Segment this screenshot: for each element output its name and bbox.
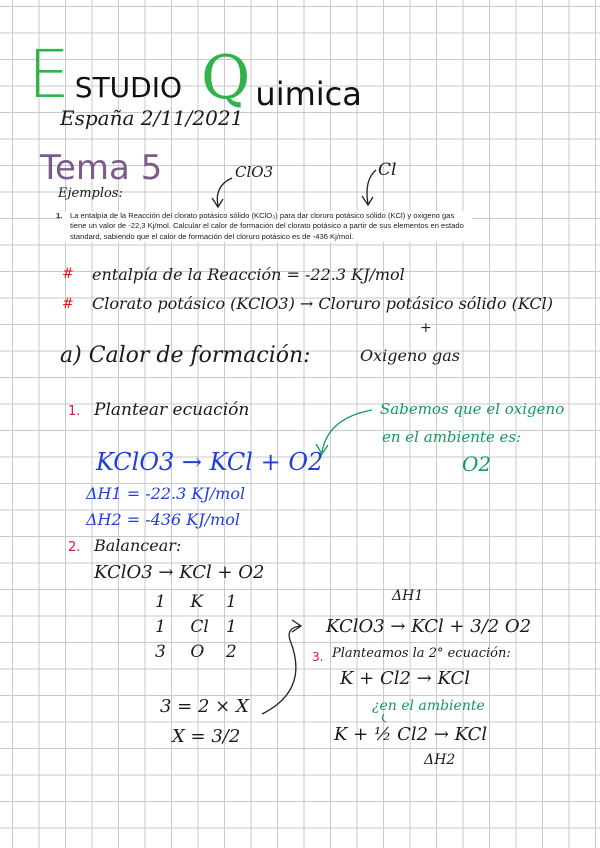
hash-bullet-1: #: [62, 266, 74, 282]
title-word-studio: STUDIO: [74, 71, 183, 104]
balance-equation: KClO3 → KCl + O2: [94, 562, 265, 583]
equation-2a: K + Cl2 → KCl: [340, 668, 470, 689]
note-enthalpy: entalpía de la Reacción = -22.3 KJ/mol: [92, 265, 405, 284]
solve-line-1: 3 = 2 × X: [160, 696, 249, 717]
balance-cell: Cl: [190, 617, 209, 637]
step2-label: Balancear:: [94, 536, 182, 555]
note-reaction: Clorato potásico (KClO3) → Cloruro potásico sólido (KCl): [92, 294, 553, 313]
title-initial-e: E: [28, 36, 70, 113]
dh1-label: ΔH1: [392, 588, 424, 604]
step2-number: 2.: [68, 540, 81, 555]
delta-h2: ΔH2 = -436 KJ/mol: [86, 510, 240, 529]
balance-cell: 1: [225, 592, 237, 612]
examples-label: Ejemplos:: [58, 186, 123, 201]
note-plus: +: [420, 320, 432, 336]
arrow-solve-to-balanced: [262, 626, 300, 714]
problem-text: La entalpía de la Reacción del clorato potásico sólido (KClO₃) para dar cloruro potásico sólido (KCl) y oxigeno gas tiene un valor de -22,3 Kj/mol. Calcular el calor de formación del clorato potásico a partir de sus elementos en estado standard, sabiendo que el calor de formación del cloruro potásico es de -436 Kj/mol.: [70, 211, 464, 241]
balance-cell: 2: [225, 642, 237, 662]
hash-bullet-2: #: [62, 296, 74, 312]
arrow-green-to-o2: [322, 410, 372, 452]
note-oxygen: Oxigeno gas: [360, 346, 460, 365]
balance-cell: K: [190, 592, 204, 612]
title-word-uimica: uimica: [255, 75, 362, 113]
delta-h1: ΔH1 = -22.3 KJ/mol: [86, 484, 246, 503]
equation-1: KClO3 → KCl + O2: [96, 448, 324, 476]
step1-label: Plantear ecuación: [94, 400, 250, 420]
step3-number: 3.: [312, 650, 324, 664]
balance-cell: 1: [155, 617, 166, 637]
balanced-equation: KClO3 → KCl + 3/2 O2: [326, 616, 532, 637]
step1-number: 1.: [68, 404, 81, 419]
green-note-line3: O2: [462, 452, 492, 476]
arrow-clo3: [217, 178, 232, 206]
balance-cell: 3: [155, 642, 166, 662]
topic-heading: Tema 5: [40, 148, 163, 188]
problem-number: 1.: [56, 211, 63, 220]
note-cl: Cl: [378, 160, 397, 180]
solve-line-2: X = 3/2: [172, 726, 241, 747]
arrow-under-ambient: [382, 714, 386, 722]
note-clo3: ClO3: [235, 163, 274, 181]
equation-2b: K + ½ Cl2 → KCl: [334, 724, 488, 745]
balance-cell: O: [190, 642, 205, 662]
green-note-line1: Sabemos que el oxigeno: [380, 400, 565, 418]
green-note-ambient: ¿en el ambiente: [372, 698, 485, 714]
green-note-line2: en el ambiente es:: [382, 428, 522, 446]
balance-cell: 1: [155, 592, 166, 612]
part-a-heading: a) Calor de formación:: [60, 343, 311, 368]
dh2-label: ΔH2: [424, 752, 456, 768]
step3-label: Planteamos la 2° ecuación:: [332, 646, 511, 661]
date: España 2/11/2021: [60, 106, 244, 130]
balance-cell: 1: [225, 617, 237, 637]
title-initial-q: Q: [201, 43, 251, 113]
